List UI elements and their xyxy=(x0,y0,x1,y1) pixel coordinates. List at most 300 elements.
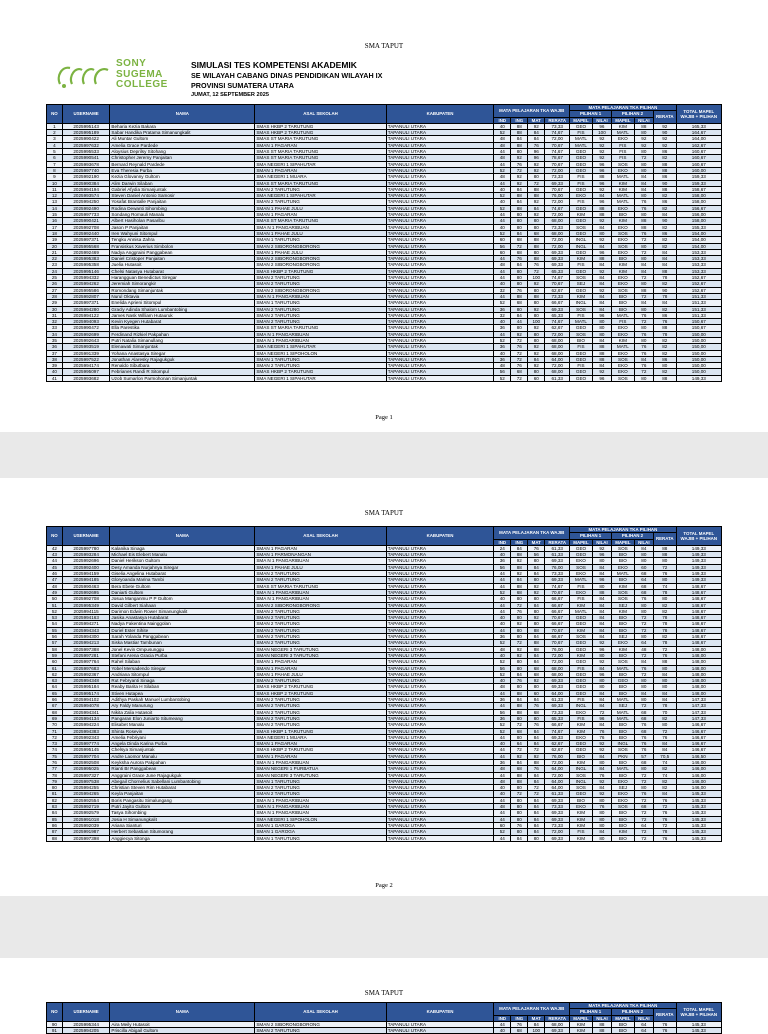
cell: 69,33 xyxy=(545,249,570,255)
cell: 151,33 xyxy=(676,300,721,306)
page-gap xyxy=(0,896,768,958)
cell: 92 xyxy=(653,142,676,148)
cell: FIS xyxy=(570,583,593,589)
cell: Renaldo Sibutbara xyxy=(110,363,255,369)
cell: GEO xyxy=(570,640,593,646)
cell: 91 xyxy=(47,1028,63,1034)
cell: 2025997764 xyxy=(62,659,110,665)
cell: TAPANULI UTARA xyxy=(386,816,494,822)
cell: 2025994250 xyxy=(62,199,110,205)
cell: 80 xyxy=(592,759,611,765)
cell: 72 xyxy=(634,369,653,375)
cell: 18 xyxy=(47,230,63,236)
cell: FIS xyxy=(570,665,593,671)
cell: 88 xyxy=(528,640,545,646)
cell: 52 xyxy=(494,167,511,173)
cell: 84 xyxy=(592,627,611,633)
cell: SMAN 2 TARUTUNG xyxy=(255,186,386,192)
cell: 84 xyxy=(528,734,545,740)
cell: KIM xyxy=(570,256,593,262)
cell: 84 xyxy=(592,697,611,703)
cell: 150,00 xyxy=(676,363,721,369)
cell: Nadya Fakentina Nainggolan xyxy=(110,621,255,627)
cell: 84 xyxy=(592,262,611,268)
cell: 74,67 xyxy=(545,130,570,136)
cell: TAPANULI UTARA xyxy=(386,199,494,205)
cell: SMAN 1 PAHAE JULU xyxy=(255,230,386,236)
cell: 44 xyxy=(494,256,511,262)
cell: 62,67 xyxy=(545,287,570,293)
cell: 72 xyxy=(511,602,528,608)
cell: SMA N 1 PANGARIBUAN xyxy=(255,589,386,595)
cell: 2025992508 xyxy=(62,759,110,765)
cell: 8 xyxy=(47,167,63,173)
cell: Daniel Herikson Gultom xyxy=(110,558,255,564)
cell: 72 xyxy=(653,564,676,570)
cell: TAPANULI UTARA xyxy=(386,671,494,677)
cell: 2025997704 xyxy=(62,753,110,759)
cell: 84 xyxy=(592,306,611,312)
cell: 61,33 xyxy=(545,791,570,797)
cell: 73,33 xyxy=(545,822,570,828)
cell: 80 xyxy=(634,552,653,558)
cell: SMAN 1 PARMONANGAN xyxy=(255,552,386,558)
cell: 61 xyxy=(47,665,63,671)
cell: 5 xyxy=(47,149,63,155)
cell: 92 xyxy=(511,331,528,337)
col-nilai2: NILAI xyxy=(634,1015,653,1021)
cell: Giselia Angelina Hutabarat xyxy=(110,571,255,577)
cell: 84 xyxy=(653,697,676,703)
cell: 72 xyxy=(511,747,528,753)
cell: 84 xyxy=(592,337,611,343)
cell: 36 xyxy=(494,634,511,640)
cell: 80 xyxy=(592,835,611,841)
cell: 150,67 xyxy=(676,319,721,325)
cell: 76 xyxy=(653,1021,676,1027)
cell: 88 xyxy=(592,256,611,262)
cell: 60 xyxy=(494,249,511,255)
cell: 2025997281 xyxy=(62,652,110,658)
cell: Abegail Chornelius Sabellani Lumbantobing xyxy=(110,778,255,784)
col-username: USERNAME xyxy=(62,105,110,124)
cell: 56 xyxy=(494,709,511,715)
cell: 146,00 xyxy=(676,772,721,778)
cell: 2025992343 xyxy=(62,734,110,740)
cell: 2025994348 xyxy=(62,678,110,684)
cell: SEJ xyxy=(612,634,635,640)
cell: 80 xyxy=(592,583,611,589)
cell: 82 xyxy=(653,350,676,356)
cell: 84 xyxy=(511,186,528,192)
cell: 70 xyxy=(47,722,63,728)
col-mapel1: MAPEL xyxy=(570,539,593,545)
cell: 2025992643 xyxy=(62,337,110,343)
cell: 160,67 xyxy=(676,149,721,155)
cell: 145,33 xyxy=(676,822,721,828)
cell: Steven Daniel Antonio Samosir xyxy=(110,193,255,199)
cell: SMAN 2 TARUTUNG xyxy=(255,703,386,709)
cell: 2025997371 xyxy=(62,237,110,243)
cell: Daniarti Gultom xyxy=(110,589,255,595)
cell: SMAN 1 PAGARAN xyxy=(255,753,386,759)
cell: 36 xyxy=(494,344,511,350)
cell: 84 xyxy=(528,659,545,665)
cell: 88 xyxy=(511,709,528,715)
cell: 76 xyxy=(592,804,611,810)
cell: 68,00 xyxy=(545,1021,570,1027)
cell: 52 xyxy=(494,337,511,343)
cell: SOS xyxy=(612,545,635,551)
cell: TAPANULI UTARA xyxy=(386,331,494,337)
cell: 82 xyxy=(653,785,676,791)
col-asal-sekolah: ASAL SEKOLAH xyxy=(255,1003,386,1022)
cell: 52 xyxy=(494,659,511,665)
cell: 147,33 xyxy=(676,715,721,721)
cell: 36 xyxy=(494,325,511,331)
cell: 76 xyxy=(592,772,611,778)
cell: SMAN NEGERI 3 TARUTUNG xyxy=(255,772,386,778)
cell: 85 xyxy=(47,816,63,822)
cell: 76 xyxy=(653,571,676,577)
cell: 84 xyxy=(592,571,611,577)
cell: SMAN 2 SIBORONGBORONG xyxy=(255,287,386,293)
cell: Putri Natalia Simanullang xyxy=(110,337,255,343)
cell: 2025997538 xyxy=(62,778,110,784)
cell: 76 xyxy=(528,262,545,268)
cell: 86 xyxy=(653,174,676,180)
cell: SMAS HKBP 2 TARUTUNG xyxy=(255,684,386,690)
cell: 160,00 xyxy=(676,167,721,173)
cell: 76,00 xyxy=(545,753,570,759)
cell: 40 xyxy=(494,123,511,129)
cell: Yosafat Brantalle Panjaitan xyxy=(110,199,255,205)
cell: 165,33 xyxy=(676,123,721,129)
cell: GEO xyxy=(570,149,593,155)
cell: 55 xyxy=(47,627,63,633)
cell: 2025995383 xyxy=(62,256,110,262)
cell: Gracly Adinda Shalom Lumbantobing xyxy=(110,306,255,312)
cell: 80 xyxy=(528,684,545,690)
cell: 76 xyxy=(528,545,545,551)
cell: 2025994213 xyxy=(62,640,110,646)
cell: 84 xyxy=(528,829,545,835)
cell: 2025995349 xyxy=(62,602,110,608)
cell: 75 xyxy=(47,753,63,759)
cell: KIM xyxy=(612,583,635,589)
cell: 96 xyxy=(592,167,611,173)
cell: 72 xyxy=(634,772,653,778)
cell: 73,33 xyxy=(545,123,570,129)
cell: 84 xyxy=(634,356,653,362)
cell: SOS xyxy=(570,275,593,281)
cell: 78 xyxy=(47,772,63,778)
cell: 84 xyxy=(511,697,528,703)
cell: Jonathan Alaresky Rajagukguk xyxy=(110,356,255,362)
cell: 84 xyxy=(592,690,611,696)
cell: 80 xyxy=(511,816,528,822)
cell: 49 xyxy=(47,589,63,595)
cell: 24 xyxy=(47,268,63,274)
cell: FIS xyxy=(570,199,593,205)
cell: Aloysius Deprilsy Sitohang xyxy=(110,149,255,155)
cell: 6 xyxy=(47,155,63,161)
cell: Kevin Kyegen Hutabarat xyxy=(110,319,255,325)
cell: 145,33 xyxy=(676,804,721,810)
cell: 92 xyxy=(592,186,611,192)
cell: 88 xyxy=(634,218,653,224)
cell: 2025992190 xyxy=(62,174,110,180)
cell: GEO xyxy=(570,671,593,677)
cell: 52 xyxy=(494,193,511,199)
cell: 88 xyxy=(653,545,676,551)
cell: 84 xyxy=(634,659,653,665)
cell: SMAS HKBP 2 TARUTUNG xyxy=(255,747,386,753)
cell: 84 xyxy=(653,212,676,218)
cell: 80 xyxy=(511,268,528,274)
cell: 92 xyxy=(592,778,611,784)
cell: SMAN 2 TARUTUNG xyxy=(255,312,386,318)
cell: KIM xyxy=(570,293,593,299)
cell: 148,67 xyxy=(676,627,721,633)
cell: SMA NEGERI 1 SIPAHUTAR xyxy=(255,375,386,381)
cell: 26 xyxy=(47,281,63,287)
cell: TAPANULI UTARA xyxy=(386,797,494,803)
cell: EKO xyxy=(612,205,635,211)
cell: TAPANULI UTARA xyxy=(386,186,494,192)
cell: FIS xyxy=(612,149,635,155)
cell: Aira Meily Hutasoit xyxy=(110,1021,255,1027)
cell: 72 xyxy=(653,728,676,734)
cell: 84 xyxy=(592,275,611,281)
cell: 148,00 xyxy=(676,690,721,696)
cell: Sarah Yolanda Panggabean xyxy=(110,634,255,640)
cell: MATL xyxy=(570,136,593,142)
cell: Tengku Annisa Zahra xyxy=(110,237,255,243)
cell: 2025992708 xyxy=(62,596,110,602)
cell: Angela Dinda Karina Purba xyxy=(110,741,255,747)
cell: 80 xyxy=(634,602,653,608)
cell: 96 xyxy=(592,646,611,652)
cell: 48 xyxy=(634,646,653,652)
cell: 84 xyxy=(592,564,611,570)
cell: 92 xyxy=(528,167,545,173)
cell: 68 xyxy=(634,728,653,734)
cell: TAPANULI UTARA xyxy=(386,256,494,262)
cell: Priscilla Abigail Gultom xyxy=(110,1028,255,1034)
cell: 4 xyxy=(47,142,63,148)
cell: 68 xyxy=(511,1028,528,1034)
cell: 145,33 xyxy=(676,791,721,797)
cell: 74,67 xyxy=(545,275,570,281)
cell: 82 xyxy=(653,715,676,721)
cell: 92 xyxy=(528,123,545,129)
cell: Rodina Dewanti Sihombing xyxy=(110,205,255,211)
cell: 68,00 xyxy=(545,218,570,224)
cell: 72 xyxy=(634,652,653,658)
cell: 92 xyxy=(592,218,611,224)
cell: 52 xyxy=(494,589,511,595)
cell: SMAN 1 PAGARAN xyxy=(255,659,386,665)
cell: 88 xyxy=(528,256,545,262)
cell: 2025994194 xyxy=(62,186,110,192)
cell: 57 xyxy=(47,640,63,646)
cell: 84 xyxy=(511,835,528,841)
cell: 68 xyxy=(528,709,545,715)
cell: 62,67 xyxy=(545,747,570,753)
cell: 162,67 xyxy=(676,142,721,148)
cell: EKO xyxy=(612,167,635,173)
cell: 80 xyxy=(634,325,653,331)
cell: 52 xyxy=(494,130,511,136)
cell: 2025994341 xyxy=(62,709,110,715)
cell: SMAN 1 PAHAE JULU xyxy=(255,249,386,255)
cell: EKO xyxy=(612,136,635,142)
cell: INGL xyxy=(570,237,593,243)
col-rerata-pilihan: RERATA xyxy=(653,111,676,124)
cell: 80 xyxy=(528,300,545,306)
cell: 72 xyxy=(634,816,653,822)
cell: 62,67 xyxy=(545,741,570,747)
cell: 80 xyxy=(528,558,545,564)
col-ing: ING xyxy=(511,117,528,123)
cell: 92 xyxy=(592,741,611,747)
cell: Nadya Anggraini Panggabean xyxy=(110,249,255,255)
cell: 2025995344 xyxy=(62,1021,110,1027)
cell: 80 xyxy=(592,678,611,684)
cell: TAPANULI UTARA xyxy=(386,665,494,671)
cell: 44 xyxy=(494,816,511,822)
cell: FIS xyxy=(612,142,635,148)
cell: 92 xyxy=(592,237,611,243)
cell: 96 xyxy=(592,161,611,167)
cell: 80 xyxy=(511,715,528,721)
cell: 80 xyxy=(511,596,528,602)
cell: 74 xyxy=(47,747,63,753)
cell: 80 xyxy=(634,634,653,640)
cell: 88 xyxy=(511,142,528,148)
cell: 76 xyxy=(634,722,653,728)
cell: SMAN 1 PAGARAN xyxy=(255,212,386,218)
col-group-pilihan: MATA PELAJARAN TKA PILIHAN xyxy=(570,527,676,533)
cell: 44 xyxy=(494,180,511,186)
cell: 80 xyxy=(634,337,653,343)
cell: SMAN 1 PAHAE JULU xyxy=(255,205,386,211)
cell: 100 xyxy=(528,275,545,281)
cell: 57 xyxy=(634,753,653,759)
cell: 87 xyxy=(47,829,63,835)
cell: 88 xyxy=(511,690,528,696)
cell: SMAN 1 PAGARAN xyxy=(255,167,386,173)
cell: 88 xyxy=(653,325,676,331)
cell: KIM xyxy=(570,835,593,841)
cell: 88 xyxy=(653,167,676,173)
cell: EKO xyxy=(570,589,593,595)
cell: 2025994093 xyxy=(62,319,110,325)
col-group-wajib: MATA PELAJARAN TKA WAJIB xyxy=(494,1003,570,1016)
cell: 72,00 xyxy=(545,659,570,665)
cell: 2025991339 xyxy=(62,350,110,356)
cell: 70,5 xyxy=(653,753,676,759)
cell: 82 xyxy=(653,306,676,312)
running-header: SMA TAPUT xyxy=(364,509,404,517)
cell: 69,33 xyxy=(545,810,570,816)
cell: 40 xyxy=(494,1028,511,1034)
cell: 80 xyxy=(634,678,653,684)
cell: 146,67 xyxy=(676,747,721,753)
cell: 78 xyxy=(653,627,676,633)
cell: MATL xyxy=(612,312,635,318)
cell: 158,00 xyxy=(676,199,721,205)
cell: Ali Muntar Gultom xyxy=(110,136,255,142)
cell: EKO xyxy=(612,778,635,784)
cell: SMAN NEGERI 3 TARUTUNG xyxy=(255,646,386,652)
cell: 23 xyxy=(47,262,63,268)
cell: 80 xyxy=(592,816,611,822)
cell: Eva Theresia Purba xyxy=(110,167,255,173)
cell: INGL xyxy=(570,300,593,306)
cell: 72 xyxy=(528,791,545,797)
cell: BIO xyxy=(612,306,635,312)
cell: 100 xyxy=(528,319,545,325)
cell: SMAS ST MARIA TARUTUNG xyxy=(255,136,386,142)
cell: 52 xyxy=(494,728,511,734)
cell: 159,33 xyxy=(676,180,721,186)
cell: 38 xyxy=(47,356,63,362)
cell: Ary Faldy Manurung xyxy=(110,703,255,709)
logo-text: SONY SUGEMA COLLEGE xyxy=(116,58,168,90)
cell: TAPANULI UTARA xyxy=(386,319,494,325)
cell: EKO xyxy=(612,281,635,287)
cell: SEJ xyxy=(570,281,593,287)
cell: 88 xyxy=(511,193,528,199)
cell: TAPANULI UTARA xyxy=(386,728,494,734)
cell: 76 xyxy=(592,734,611,740)
cell: 72 xyxy=(634,778,653,784)
cell: 44 xyxy=(494,571,511,577)
cell: SOS xyxy=(612,287,635,293)
cell: 44 xyxy=(494,602,511,608)
cell: 90 xyxy=(653,130,676,136)
col-ing: ING xyxy=(511,539,528,545)
cell: TAPANULI UTARA xyxy=(386,237,494,243)
cell: 88 xyxy=(47,835,63,841)
cell: 39 xyxy=(47,363,63,369)
cell: 92 xyxy=(592,155,611,161)
cell: 84 xyxy=(592,665,611,671)
cell: TAPANULI UTARA xyxy=(386,804,494,810)
cell: 80 xyxy=(528,174,545,180)
cell: 61,33 xyxy=(545,697,570,703)
cell: 148,67 xyxy=(676,602,721,608)
cell: 52 xyxy=(494,375,511,381)
cell: Albert Hasiholan Pasaribu xyxy=(110,218,255,224)
cell: 146,00 xyxy=(676,766,721,772)
cell: 62,67 xyxy=(545,325,570,331)
cell: 2025992440 xyxy=(62,230,110,236)
cell: 154,00 xyxy=(676,230,721,236)
cell: 66 xyxy=(47,697,63,703)
cell: Keyksha Aurora Pakpahan xyxy=(110,759,255,765)
cell: SMAN 2 SIBORONGBORONG xyxy=(255,256,386,262)
cell: 40 xyxy=(494,596,511,602)
cell: 44 xyxy=(494,835,511,841)
cell: 2025995145 xyxy=(62,747,110,753)
cell: TAPANULI UTARA xyxy=(386,268,494,274)
cell: 80 xyxy=(634,375,653,381)
cell: 2025995174 xyxy=(62,690,110,696)
cell: 48 xyxy=(494,646,511,652)
